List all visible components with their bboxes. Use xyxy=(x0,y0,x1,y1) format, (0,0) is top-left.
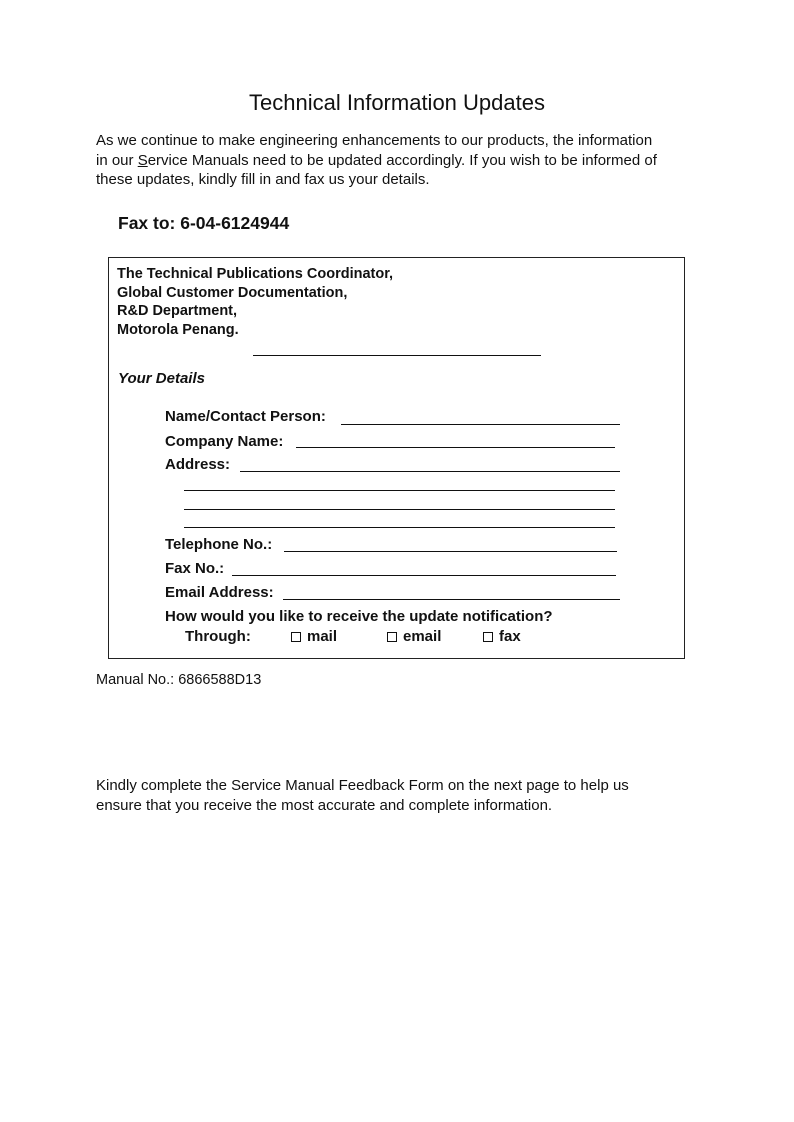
email-option-label: email xyxy=(403,628,442,645)
intro-line-2-post: ervice Manuals need to be updated accordingly. If you wish to be informed of xyxy=(147,151,657,169)
intro-paragraph xyxy=(96,131,716,190)
closing-line-1: Kindly complete the Service Manual Feedback Form on the next page to help us xyxy=(96,777,629,794)
manual-number: Manual No.: 6866588D13 xyxy=(96,672,262,688)
closing-paragraph xyxy=(96,776,716,815)
mail-checkbox[interactable] xyxy=(291,632,301,642)
separator-rule xyxy=(253,355,541,356)
email-field[interactable] xyxy=(283,599,620,600)
address-field-line-4[interactable] xyxy=(184,527,615,528)
address-line: Motorola Penang. xyxy=(117,321,239,338)
intro-line-1: As we continue to make engineering enhancements to our products, the information xyxy=(96,132,653,149)
page-title: Technical Information Updates xyxy=(249,90,545,115)
intro-line-3: these updates, kindly fill in and fax us your details. xyxy=(96,171,430,188)
mail-option-label: mail xyxy=(307,628,338,645)
email-label: Email Address: xyxy=(165,584,274,601)
address-label: Address: xyxy=(165,456,231,473)
telephone-field[interactable] xyxy=(284,551,617,552)
through-label: Through: xyxy=(185,628,251,645)
telephone-label: Telephone No.: xyxy=(165,536,273,553)
mail-option[interactable] xyxy=(291,628,337,645)
fax-field[interactable] xyxy=(232,575,616,576)
address-field-line-3[interactable] xyxy=(184,509,615,510)
recipient-address xyxy=(117,265,393,339)
fax-checkbox[interactable] xyxy=(483,632,493,642)
fax-number-heading: Fax to: 6-04-6124944 xyxy=(118,213,290,233)
address-line: The Technical Publications Coordinator, xyxy=(117,266,394,282)
closing-line-2: ensure that you receive the most accurate and complete information. xyxy=(96,796,553,814)
fax-form-box xyxy=(108,257,685,659)
address-field-line-1[interactable] xyxy=(240,471,620,472)
address-field-line-2[interactable] xyxy=(184,490,615,491)
intro-line-2-pre: in our xyxy=(96,151,138,169)
email-checkbox[interactable] xyxy=(387,632,397,642)
name-field[interactable] xyxy=(341,424,620,425)
fax-option-label: fax xyxy=(499,628,521,645)
name-label: Name/Contact Person: xyxy=(165,408,326,425)
fax-label: Fax No.: xyxy=(165,560,225,577)
intro-line-2-underlined: S xyxy=(137,151,148,169)
your-details-heading: Your Details xyxy=(118,370,205,387)
address-line: Global Customer Documentation, xyxy=(117,284,348,301)
company-label: Company Name: xyxy=(165,433,284,450)
notification-question: How would you like to receive the update notification? xyxy=(165,608,553,625)
address-line: R&D Department, xyxy=(117,303,238,320)
email-option[interactable] xyxy=(387,628,441,645)
company-field[interactable] xyxy=(296,447,615,448)
fax-option[interactable] xyxy=(483,628,521,645)
